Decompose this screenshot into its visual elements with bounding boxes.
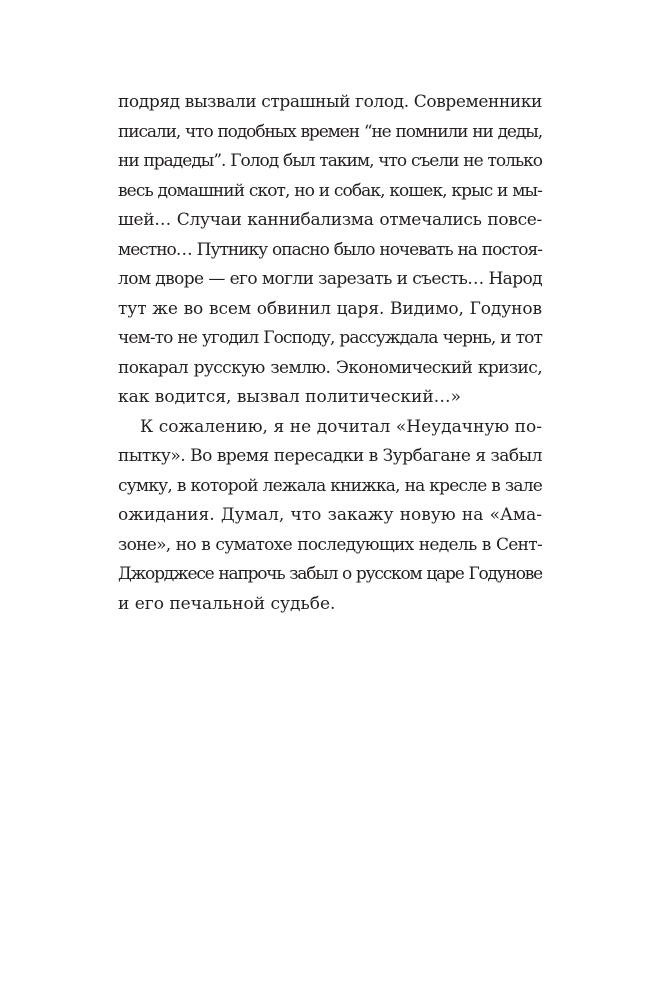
text-line: зоне», но в суматохе последующих недель в Сент- xyxy=(118,534,542,555)
text-line: писали, что подобных времен “не помнили ни деды, xyxy=(118,121,542,142)
text-line: лом дворе — его могли зарезать и съесть… Народ xyxy=(118,269,542,289)
text-line: тут же во всем обвинил царя. Видимо, Годунов xyxy=(118,298,542,319)
text-line: подряд вызвали страшный голод. Современники xyxy=(118,92,542,112)
paragraph-1 xyxy=(118,88,542,413)
text-line: местно… Путнику опасно было ночевать на постоя- xyxy=(118,239,542,260)
text-line: весь домашний скот, но и собак, кошек, крыс и мы- xyxy=(118,180,542,201)
paragraph-2 xyxy=(118,413,542,620)
text-line: Джорджесе напрочь забыл о русском царе Годунове xyxy=(118,564,542,584)
text-line: шей… Случаи каннибализма отмечались повсе- xyxy=(118,210,542,230)
text-line: покарал русскую землю. Экономический кризис, xyxy=(118,357,542,378)
text-line: ни прадеды”. Голод был таким, что съели не только xyxy=(118,151,542,171)
text-line: сумку, в которой лежала книжка, на кресле в зале xyxy=(118,475,542,496)
text-line: и его печальной судьбе. xyxy=(118,593,336,614)
text-line: ожидания. Думал, что закажу новую на «Ама- xyxy=(118,505,542,525)
text-line: чем-то не угодил Господу, рассуждала чернь, и тот xyxy=(118,328,542,348)
body-text xyxy=(118,88,542,619)
text-line: пытку». Во время пересадки в Зурбагане я забыл xyxy=(118,446,542,466)
text-line: К сожалению, я не дочитал «Неудачную по- xyxy=(140,416,542,437)
text-line: как водится, вызвал политический…» xyxy=(118,387,462,407)
